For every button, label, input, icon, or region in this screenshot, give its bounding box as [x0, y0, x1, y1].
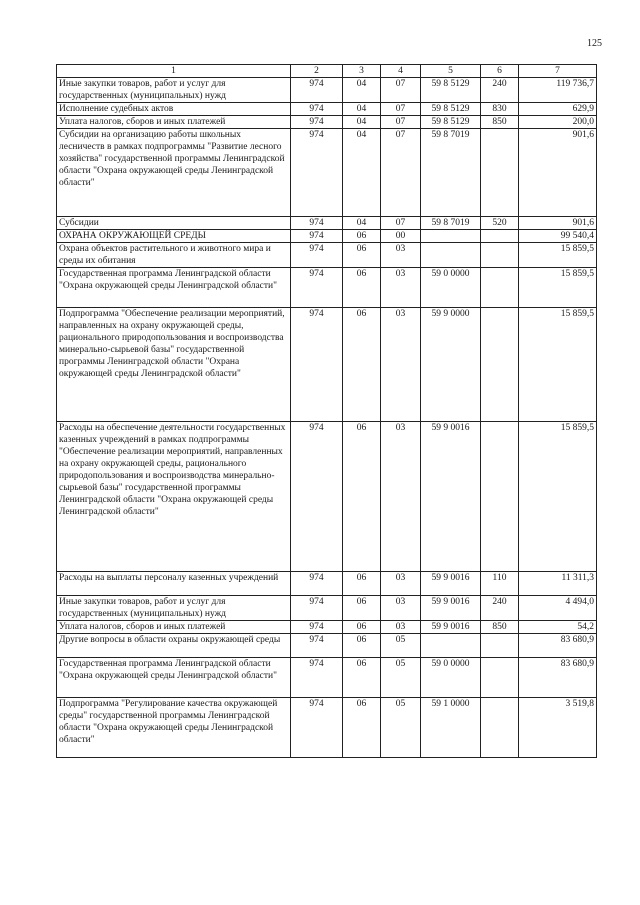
row-sum: 3 519,8	[519, 698, 597, 758]
row-pr: 07	[381, 217, 421, 230]
row-name: Подпрограмма "Регулирование качества окружающей среды" государственной программы Ленинградской области "Охрана окружающей среды Ленинградской области"	[57, 698, 291, 758]
row-pr: 05	[381, 658, 421, 698]
row-rz: 06	[343, 243, 381, 268]
row-rz: 04	[343, 116, 381, 129]
row-name: Иные закупки товаров, работ и услуг для государственных (муниципальных) нужд	[57, 596, 291, 621]
row-vr	[481, 268, 519, 308]
row-pr: 05	[381, 698, 421, 758]
row-vr	[481, 243, 519, 268]
row-name: Уплата налогов, сборов и иных платежей	[57, 116, 291, 129]
row-pr: 03	[381, 243, 421, 268]
row-vr: 240	[481, 596, 519, 621]
table-row	[57, 596, 597, 621]
table-row	[57, 658, 597, 698]
row-ved: 974	[291, 572, 343, 596]
row-name: Государственная программа Ленинградской области "Охрана окружающей среды Ленинградской области"	[57, 268, 291, 308]
row-rz: 06	[343, 572, 381, 596]
row-ved: 974	[291, 308, 343, 422]
column-header: 7	[519, 65, 597, 78]
row-csr	[421, 230, 481, 243]
table-row	[57, 230, 597, 243]
row-vr	[481, 308, 519, 422]
table-row	[57, 217, 597, 230]
row-pr: 07	[381, 129, 421, 217]
budget-table	[56, 64, 597, 758]
row-csr: 59 9 0016	[421, 596, 481, 621]
row-csr: 59 8 5129	[421, 78, 481, 103]
row-rz: 04	[343, 129, 381, 217]
row-vr: 830	[481, 103, 519, 116]
row-rz: 06	[343, 698, 381, 758]
row-rz: 06	[343, 308, 381, 422]
row-pr: 00	[381, 230, 421, 243]
row-vr: 240	[481, 78, 519, 103]
row-sum: 15 859,5	[519, 268, 597, 308]
row-vr: 850	[481, 621, 519, 634]
table-row	[57, 572, 597, 596]
table-row	[57, 243, 597, 268]
row-pr: 07	[381, 116, 421, 129]
row-sum: 99 540,4	[519, 230, 597, 243]
row-name: Расходы на выплаты персоналу казенных учреждений	[57, 572, 291, 596]
table-row	[57, 116, 597, 129]
row-vr	[481, 230, 519, 243]
row-csr: 59 8 7019	[421, 129, 481, 217]
row-name: Субсидии	[57, 217, 291, 230]
row-sum: 11 311,3	[519, 572, 597, 596]
row-name: ОХРАНА ОКРУЖАЮЩЕЙ СРЕДЫ	[57, 230, 291, 243]
row-sum: 15 859,5	[519, 308, 597, 422]
table-row	[57, 634, 597, 658]
row-name: Государственная программа Ленинградской области "Охрана окружающей среды Ленинградской области"	[57, 658, 291, 698]
row-sum: 15 859,5	[519, 422, 597, 572]
row-sum: 54,2	[519, 621, 597, 634]
row-sum: 901,6	[519, 217, 597, 230]
row-name: Исполнение судебных актов	[57, 103, 291, 116]
row-ved: 974	[291, 621, 343, 634]
row-rz: 04	[343, 103, 381, 116]
row-csr: 59 9 0000	[421, 308, 481, 422]
row-vr	[481, 658, 519, 698]
column-header: 1	[57, 65, 291, 78]
row-name: Подпрограмма "Обеспечение реализации мероприятий, направленных на охрану окружающей среды, рационального природопользования и воспроизводства минерально-сырьевой базы" государственной программы Ленинградской области "Охрана окружающей среды Ленинградской области"	[57, 308, 291, 422]
row-rz: 06	[343, 658, 381, 698]
row-name: Охрана объектов растительного и животного мира и среды их обитания	[57, 243, 291, 268]
table-row	[57, 129, 597, 217]
row-vr: 110	[481, 572, 519, 596]
row-pr: 03	[381, 422, 421, 572]
row-csr: 59 8 5129	[421, 103, 481, 116]
column-header: 6	[481, 65, 519, 78]
row-csr: 59 9 0016	[421, 422, 481, 572]
table-row	[57, 621, 597, 634]
row-name: Расходы на обеспечение деятельности государственных казенных учреждений в рамках подпрограммы "Обеспечение реализации мероприятий, направленных на охрану окружающей среды, рационального природопользования и воспроизводства минерально-сырьевой базы" государственной программы Ленинградской области "Охрана окружающей среды Ленинградской области"	[57, 422, 291, 572]
row-csr: 59 0 0000	[421, 658, 481, 698]
row-csr	[421, 243, 481, 268]
row-vr: 850	[481, 116, 519, 129]
row-csr: 59 0 0000	[421, 268, 481, 308]
row-ved: 974	[291, 243, 343, 268]
row-pr: 03	[381, 621, 421, 634]
column-header: 5	[421, 65, 481, 78]
column-header: 2	[291, 65, 343, 78]
row-vr	[481, 129, 519, 217]
row-ved: 974	[291, 634, 343, 658]
table-row	[57, 78, 597, 103]
row-csr: 59 8 7019	[421, 217, 481, 230]
row-ved: 974	[291, 230, 343, 243]
row-pr: 03	[381, 268, 421, 308]
row-name: Уплата налогов, сборов и иных платежей	[57, 621, 291, 634]
row-sum: 200,0	[519, 116, 597, 129]
row-vr	[481, 422, 519, 572]
row-ved: 974	[291, 658, 343, 698]
row-ved: 974	[291, 268, 343, 308]
row-ved: 974	[291, 596, 343, 621]
row-ved: 974	[291, 78, 343, 103]
table-row	[57, 422, 597, 572]
row-sum: 83 680,9	[519, 658, 597, 698]
row-pr: 05	[381, 634, 421, 658]
row-name: Иные закупки товаров, работ и услуг для государственных (муниципальных) нужд	[57, 78, 291, 103]
row-csr: 59 1 0000	[421, 698, 481, 758]
row-csr: 59 9 0016	[421, 621, 481, 634]
row-ved: 974	[291, 129, 343, 217]
row-rz: 04	[343, 217, 381, 230]
table-body	[57, 65, 597, 758]
table-row	[57, 103, 597, 116]
row-csr: 59 9 0016	[421, 572, 481, 596]
table-row	[57, 268, 597, 308]
row-vr: 520	[481, 217, 519, 230]
row-name: Субсидии на организацию работы школьных лесничеств в рамках подпрограммы "Развитие лесного хозяйства" государственной программы Ленинградской области "Охрана окружающей среды Ленинградской области"	[57, 129, 291, 217]
table-row	[57, 698, 597, 758]
row-csr: 59 8 5129	[421, 116, 481, 129]
row-pr: 07	[381, 78, 421, 103]
row-rz: 06	[343, 268, 381, 308]
row-sum: 119 736,7	[519, 78, 597, 103]
row-sum: 629,9	[519, 103, 597, 116]
row-rz: 06	[343, 634, 381, 658]
table-row	[57, 308, 597, 422]
row-rz: 06	[343, 596, 381, 621]
row-rz: 06	[343, 621, 381, 634]
page-number: 125	[587, 38, 602, 49]
row-pr: 07	[381, 103, 421, 116]
row-rz: 04	[343, 78, 381, 103]
row-ved: 974	[291, 698, 343, 758]
row-vr	[481, 634, 519, 658]
row-rz: 06	[343, 422, 381, 572]
row-pr: 03	[381, 596, 421, 621]
row-pr: 03	[381, 572, 421, 596]
row-ved: 974	[291, 217, 343, 230]
row-ved: 974	[291, 116, 343, 129]
row-pr: 03	[381, 308, 421, 422]
row-sum: 4 494,0	[519, 596, 597, 621]
row-ved: 974	[291, 422, 343, 572]
row-sum: 15 859,5	[519, 243, 597, 268]
column-header: 3	[343, 65, 381, 78]
table-header-row	[57, 65, 597, 78]
column-header: 4	[381, 65, 421, 78]
row-sum: 901,6	[519, 129, 597, 217]
row-ved: 974	[291, 103, 343, 116]
row-rz: 06	[343, 230, 381, 243]
row-vr	[481, 698, 519, 758]
row-name: Другие вопросы в области охраны окружающей среды	[57, 634, 291, 658]
row-sum: 83 680,9	[519, 634, 597, 658]
row-csr	[421, 634, 481, 658]
